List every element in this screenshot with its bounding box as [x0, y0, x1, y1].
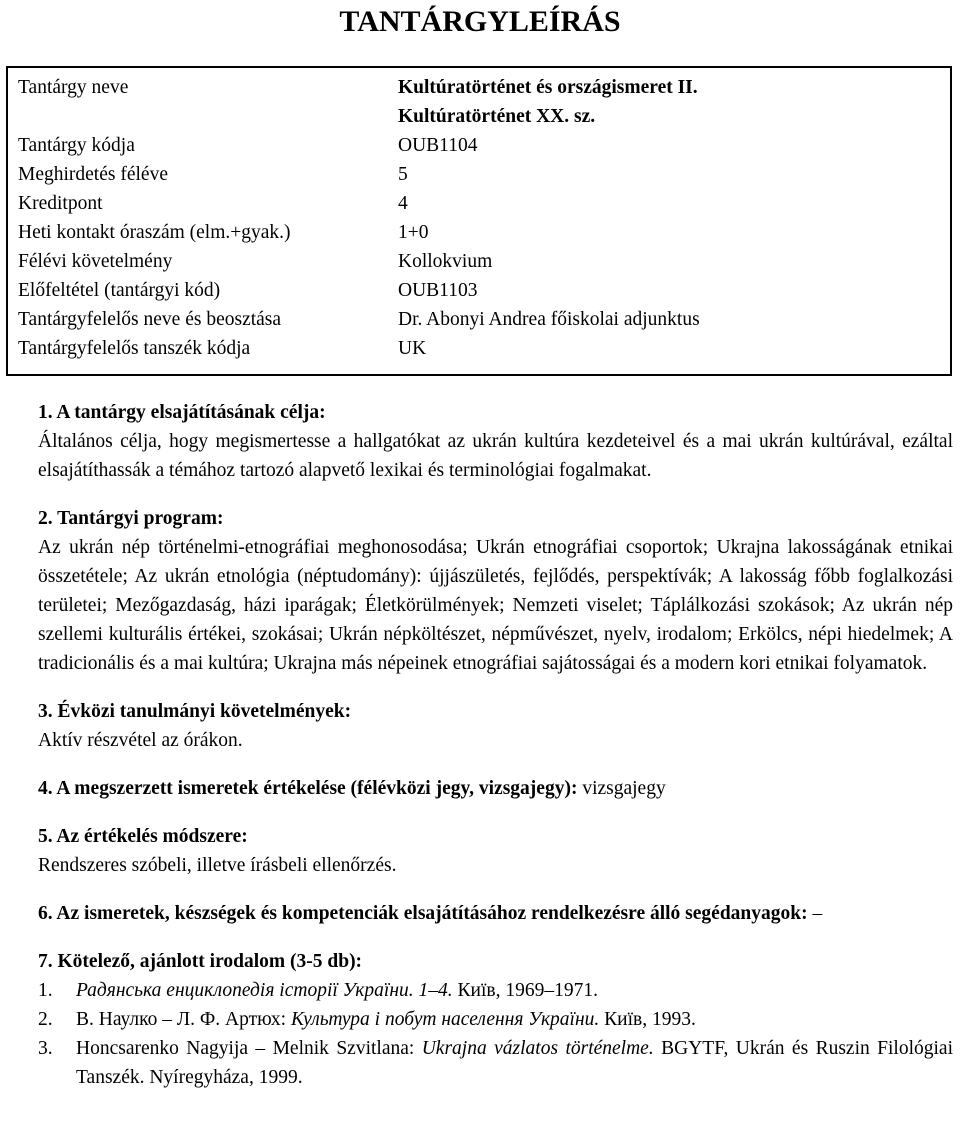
section-line [38, 899, 953, 928]
section-materials [38, 899, 953, 928]
info-label: Tantárgyfelelős tanszék kódja [18, 338, 251, 359]
section-heading: 4. A megszerzett ismeretek értékelése (félévközi jegy, vizsgajegy): [38, 778, 578, 799]
section-heading: 3. Évközi tanulmányi követelmények: [38, 701, 352, 722]
info-value: Dr. Abonyi Andrea főiskolai adjunktus [398, 309, 700, 330]
course-description [38, 398, 953, 1111]
reference-title: Ukrajna vázlatos történelme. [421, 1038, 654, 1059]
section-line [38, 774, 953, 803]
info-value: Kollokvium [398, 251, 493, 272]
info-label: Félévi követelmény [18, 251, 173, 272]
section-body: Általános célja, hogy megismertesse a hallgatókat az ukrán kultúra kezdeteivel és a mai ukrán kultúrával, ezáltal elsajátíthassák a témához tartozó alapvető lexikai és terminológiai fogalmakat. [38, 431, 953, 481]
section-body: Rendszeres szóbeli, illetve írásbeli ellenőrzés. [38, 855, 397, 876]
info-label: Tantárgy kódja [18, 135, 135, 156]
section-heading: 7. Kötelező, ajánlott irodalom (3-5 db): [38, 951, 363, 972]
info-value: OUB1103 [398, 280, 478, 301]
section-heading: 6. Az ismeretek, készségek és kompetenciák elsajátításához rendelkezésre álló segédanyagok: [38, 903, 808, 924]
info-value: OUB1104 [398, 135, 478, 156]
reference [76, 1034, 953, 1092]
section-goal [38, 398, 953, 485]
reference-authors: Honcsarenko Nagyija – Melnik Szvitlana: [76, 1038, 422, 1059]
info-row-requirement [18, 247, 938, 276]
reference-details: Київ, 1969–1971. [452, 980, 598, 1001]
page-title: TANTÁRGYLEÍRÁS [339, 5, 621, 38]
info-label: Kreditpont [18, 193, 103, 214]
reference-title: Культура і побут населення України. [290, 1009, 600, 1030]
literature-list [38, 976, 953, 1092]
list-item [38, 1005, 953, 1034]
info-row-credits [18, 189, 938, 218]
info-label: Előfeltétel (tantárgyi kód) [18, 280, 221, 301]
course-subtitle: Kultúratörténet XX. sz. [398, 106, 596, 127]
info-label: Tantárgy neve [18, 77, 129, 98]
section-literature [38, 947, 953, 1092]
course-name: Kultúratörténet és országismeret II. [398, 77, 698, 98]
list-number: 2. [38, 1009, 53, 1030]
section-program [38, 504, 953, 678]
section-value: vizsgajegy [577, 778, 666, 799]
info-row-department [18, 334, 938, 363]
section-evaluation-method [38, 822, 953, 880]
reference-authors: В. Наулко – Л. Ф. Артюх: [76, 1009, 291, 1030]
section-heading: 2. Tantárgyi program: [38, 508, 224, 529]
info-value [398, 73, 938, 131]
info-row-hours [18, 218, 938, 247]
section-body: Aktív részvétel az órákon. [38, 730, 243, 751]
reference-details: Київ, 1993. [599, 1009, 696, 1030]
info-row-prerequisite [18, 276, 938, 305]
reference-title: Радянська енциклопедія історії України. 1–4. [76, 980, 453, 1001]
info-value: UK [398, 338, 427, 359]
section-heading: 1. A tantárgy elsajátításának célja: [38, 402, 326, 423]
info-value: 1+0 [398, 222, 429, 243]
list-item [38, 976, 953, 1005]
section-value: – [807, 903, 823, 924]
section-heading: 5. Az értékelés módszere: [38, 826, 248, 847]
list-number: 3. [38, 1038, 53, 1059]
section-assessment [38, 774, 953, 803]
section-body: Az ukrán nép történelmi-etnográfiai meghonosodása; Ukrán etnográfiai csoportok; Ukrajna lakosságának etnikai összetétele; Az ukrán etnológia (néptudomány): újjászületés, fejlődés, perspektívák; A lakosság főbb foglalkozási területei; Mezőgazdaság, házi iparágak; Életkörülmények; Nemzeti viselet; Táplálkozási szokások; Az ukrán nép szellemi kulturális értékei, szokásai; Ukrán népköltészet, népművészet, nyelv, irodalom; Erkölcs, népi hiedelmek; A tradicionális és a mai kultúra; Ukrajna más népeinek etnográfiai sajátosságai és a modern kori etnikai folyamatok. [38, 537, 953, 674]
course-info-table [18, 73, 938, 363]
list-number: 1. [38, 980, 53, 1001]
info-value: 5 [398, 164, 408, 185]
info-label: Meghirdetés féléve [18, 164, 168, 185]
info-value: 4 [398, 193, 408, 214]
info-label: Heti kontakt óraszám (elm.+gyak.) [18, 222, 291, 243]
reference [76, 976, 953, 1005]
info-row-name [18, 73, 938, 131]
info-row-responsible [18, 305, 938, 334]
reference-details: BGYTF, Ukrán és Ruszin Filológiai Tanszék. Nyíregyháza, 1999. [76, 1038, 953, 1088]
info-row-code [18, 131, 938, 160]
list-item [38, 1034, 953, 1092]
section-requirements [38, 697, 953, 755]
reference [76, 1005, 953, 1034]
info-row-semester [18, 160, 938, 189]
info-label: Tantárgyfelelős neve és beosztása [18, 309, 282, 330]
